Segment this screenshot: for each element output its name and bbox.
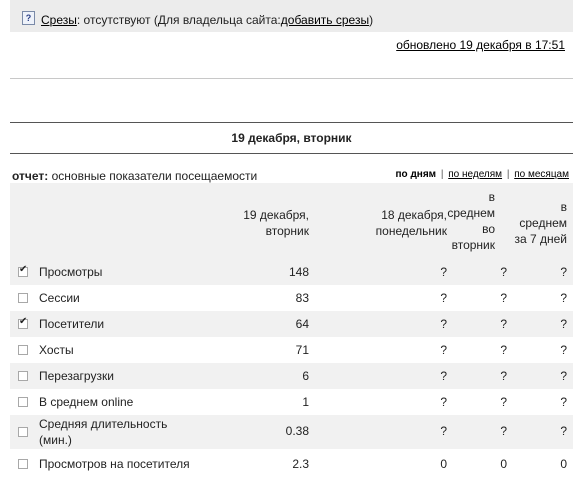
table-row [10,311,573,337]
metric-value: 0.38 [285,424,309,438]
table-header [10,183,573,259]
metric-label: Просмотры [39,265,103,279]
table-row [10,363,573,389]
divider [10,78,573,79]
col-header-today: 19 декабря, вторник [243,208,309,238]
metric-label: В среднем online [39,395,134,409]
table-row [10,451,573,477]
report-name: основные показатели посещаемости [51,169,258,183]
metric-checkbox[interactable] [18,319,28,329]
metric-value: ? [560,395,567,409]
slices-close: ) [369,13,374,27]
metric-value: 0 [500,457,507,471]
metric-value: 0 [440,457,447,471]
metric-value: ? [440,343,447,357]
metric-value: ? [560,343,567,357]
period-days[interactable]: по дням [395,169,437,180]
metric-checkbox[interactable] [18,345,28,355]
period-months[interactable]: по месяцам [514,169,569,180]
metric-checkbox[interactable] [18,397,28,407]
slices-line [22,12,373,28]
slices-status: : отсутствуют (Для владельца сайта: [76,13,281,27]
metric-value: 71 [295,343,309,357]
table-row [10,259,573,285]
metric-value: 6 [302,369,309,383]
metric-value: ? [500,265,507,279]
metric-checkbox[interactable] [18,267,28,277]
metric-value: ? [560,369,567,383]
metric-label: Просмотров на посетителя [39,457,190,471]
date-title: 19 декабря, вторник [231,131,352,145]
metric-checkbox[interactable] [18,371,28,381]
col-header-yesterday: 18 декабря, понедельник [375,208,447,238]
metric-value: ? [500,291,507,305]
table-row [10,415,573,449]
metric-value: ? [440,424,447,438]
metric-value: ? [560,317,567,331]
period-weeks[interactable]: по неделям [448,169,503,180]
metric-value: ? [500,395,507,409]
add-slices-link[interactable]: добавить срезы [280,13,370,27]
metric-label: Сессии [39,291,80,305]
metric-label: Средняя длительность (мин.) [39,417,168,447]
metric-value: 0 [560,457,567,471]
metric-value: ? [440,395,447,409]
metric-value: ? [500,369,507,383]
metric-label: Хосты [39,343,74,357]
metric-value: 2.3 [292,457,309,471]
report-label: отчет: [12,169,49,183]
metric-checkbox[interactable] [18,459,28,469]
metric-checkbox[interactable] [18,293,28,303]
col-header-avg-tuesday: в среднем во вторник [447,190,495,252]
slices-bar [10,0,573,32]
metric-value: ? [440,317,447,331]
divider [10,153,573,154]
metric-value: 1 [302,395,309,409]
divider [10,122,573,123]
metric-value: ? [500,317,507,331]
metric-value: 64 [295,317,309,331]
help-icon[interactable]: ? [22,11,35,25]
period-switch: по дням | по неделям | по месяцам [395,169,569,180]
metric-checkbox[interactable] [18,427,28,437]
metric-label: Посетители [39,317,105,331]
updated-link[interactable]: обновлено 19 декабря в 17:51 [396,38,565,52]
metric-value: ? [560,265,567,279]
metric-value: ? [500,424,507,438]
metric-value: ? [440,265,447,279]
metric-value: ? [560,424,567,438]
metric-value: ? [440,291,447,305]
metric-value: ? [500,343,507,357]
metric-value: 83 [295,291,309,305]
col-header-avg-7days: в среднем за 7 дней [514,200,567,246]
table-row [10,337,573,363]
metric-label: Перезагрузки [39,369,114,383]
report-line [12,169,257,183]
metric-value: ? [560,291,567,305]
table-row [10,285,573,311]
table-row [10,389,573,415]
metric-value: 148 [288,265,309,279]
metric-value: ? [440,369,447,383]
slices-link[interactable]: Срезы [41,13,77,27]
